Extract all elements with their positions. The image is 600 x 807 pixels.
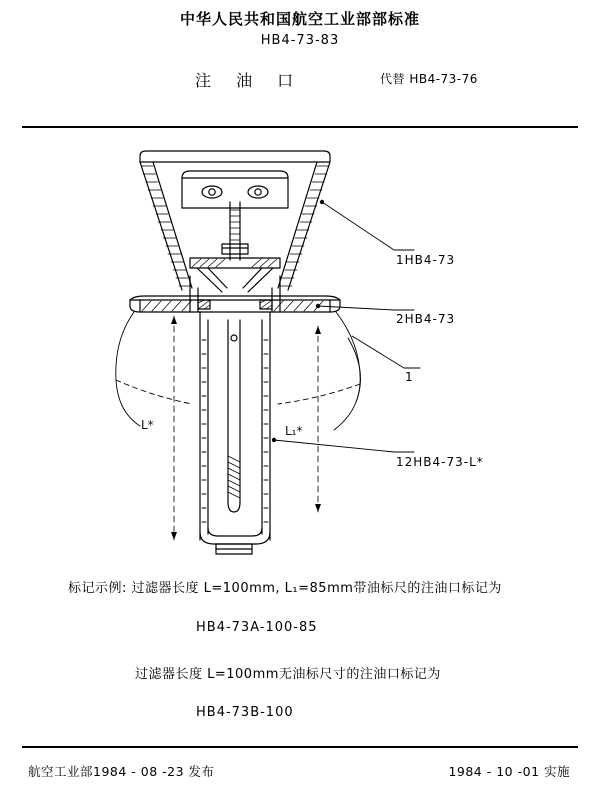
dimension-label-L: L* <box>141 418 154 432</box>
page-title: 中华人民共和国航空工业部部标准 <box>179 10 420 28</box>
divider-top <box>22 126 578 128</box>
standard-number: HB4-73-83 <box>260 33 340 48</box>
technical-drawing <box>22 140 578 560</box>
footer-issue-date: 航空工业部1984 - 08 -23 发布 <box>28 764 215 779</box>
document-name: 注 油 口 <box>195 71 304 90</box>
callout-4: 12HB4-73-L* <box>396 455 484 469</box>
replaces-label: 代替 HB4-73-76 <box>380 72 478 86</box>
marking-example-line-2: 过滤器长度 L=100mm无油标尺寸的注油口标记为 <box>135 667 441 682</box>
marking-example-code-a: HB4-73A-100-85 <box>196 620 318 635</box>
assembly-drawing-svg <box>22 140 578 560</box>
footer-effective-date: 1984 - 10 -01 实施 <box>448 764 570 779</box>
callout-2: 2HB4-73 <box>396 312 456 326</box>
callout-1: 1HB4-73 <box>396 253 456 267</box>
callout-3: 1 <box>405 370 414 384</box>
marking-example-code-b: HB4-73B-100 <box>196 705 294 720</box>
dimension-label-L1: L₁* <box>285 424 303 438</box>
divider-bottom <box>22 746 578 748</box>
marking-example-line-1: 标记示例: 过滤器长度 L=100mm, L₁=85mm带油标尺的注油口标记为 <box>68 581 502 596</box>
